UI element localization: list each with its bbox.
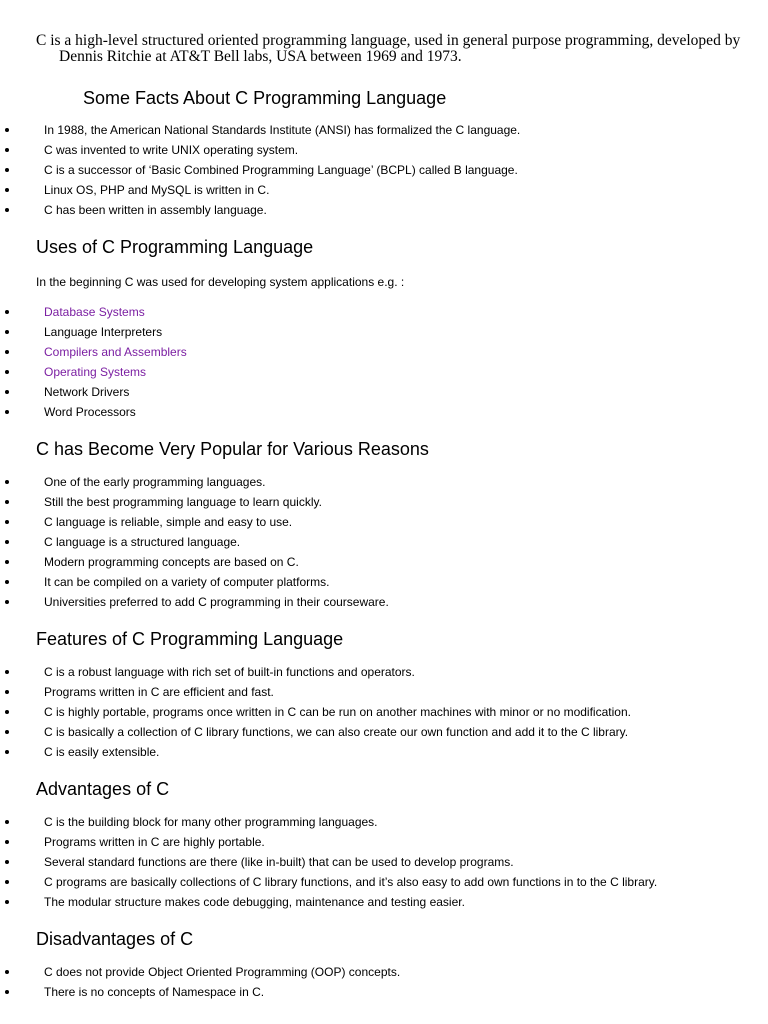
advantages-heading: Advantages of C [36,779,170,799]
bullet-icon [5,390,9,394]
facts-heading: Some Facts About C Programming Language [83,88,447,108]
features-list [0,662,631,762]
uses-heading: Uses of C Programming Language [36,237,314,257]
operating-systems-link[interactable]: Operating Systems [44,365,147,379]
list-item-text: One of the early programming languages. [44,475,266,489]
bullet-icon [5,500,9,504]
list-item [0,160,520,180]
list-item-text: C is a successor of ‘Basic Combined Programming Language’ (BCPL) called B language. [44,163,518,177]
bullet-icon [5,580,9,584]
bullet-icon [5,480,9,484]
bullet-icon [5,168,9,172]
list-item[interactable] [0,362,187,382]
bullet-icon [5,540,9,544]
list-item [0,702,631,722]
list-item [0,982,400,1002]
bullet-icon [5,410,9,414]
list-item [0,662,631,682]
list-item [0,872,657,892]
features-heading: Features of C Programming Language [36,629,344,649]
bullet-icon [5,208,9,212]
list-item-text: In 1988, the American National Standards Institute (ANSI) has formalized the C language. [44,123,521,137]
bullet-icon [5,730,9,734]
list-item[interactable] [0,342,187,362]
list-item [0,682,631,702]
advantages-list [0,812,657,912]
bullet-icon [5,840,9,844]
list-item [0,552,389,572]
list-item-text: Programs written in C are highly portable. [44,835,265,849]
list-item [0,512,389,532]
list-item [0,382,187,402]
list-item [0,180,520,200]
list-item [0,532,389,552]
list-item [0,852,657,872]
list-item-text: C language is a structured language. [44,535,241,549]
list-item-text: It can be compiled on a variety of computer platforms. [44,575,330,589]
list-item [0,962,400,982]
list-item-text: C is easily extensible. [44,745,160,759]
bullet-icon [5,710,9,714]
list-item-text: Language Interpreters [44,325,163,339]
list-item [0,742,631,762]
list-item-text: Modern programming concepts are based on C. [44,555,299,569]
list-item-text: Linux OS, PHP and MySQL is written in C. [44,183,270,197]
list-item-text: Programs written in C are efficient and fast. [44,685,274,699]
intro-paragraph: C is a high-level structured oriented programming language, used in general purpose programming, developed by Dennis Ritchie at AT&T Bell labs, USA between 1969 and 1973. [36,32,741,65]
list-item-text: There is no concepts of Namespace in C. [44,985,265,999]
uses-list [0,302,187,422]
list-item-text: Still the best programming language to learn quickly. [44,495,322,509]
bullet-icon [5,880,9,884]
list-item [0,140,520,160]
list-item [0,572,389,592]
list-item-text: C language is reliable, simple and easy to use. [44,515,293,529]
list-item[interactable] [0,302,187,322]
popular-heading: C has Become Very Popular for Various Reasons [36,439,429,459]
disadvantages-heading: Disadvantages of C [36,929,194,949]
disadvantages-list [0,962,400,1002]
bullet-icon [5,370,9,374]
list-item-text: C programs are basically collections of C library functions, and it’s also easy to add own functions in to the C library. [44,875,658,889]
list-item [0,402,187,422]
list-item-text: C is highly portable, programs once written in C can be run on another machines with minor or no modification. [44,705,631,719]
list-item [0,472,389,492]
bullet-icon [5,148,9,152]
bullet-icon [5,128,9,132]
list-item-text: The modular structure makes code debugging, maintenance and testing easier. [44,895,465,909]
bullet-icon [5,600,9,604]
bullet-icon [5,560,9,564]
database-systems-link[interactable]: Database Systems [44,305,145,319]
bullet-icon [5,970,9,974]
popular-list [0,472,389,612]
list-item [0,592,389,612]
list-item-text: Several standard functions are there (like in-built) that can be used to develop programs. [44,855,514,869]
list-item [0,892,657,912]
list-item-text: C is a robust language with rich set of built-in functions and operators. [44,665,415,679]
list-item [0,832,657,852]
list-item-text: Word Processors [44,405,136,419]
bullet-icon [5,520,9,524]
list-item-text: C was invented to write UNIX operating system. [44,143,299,157]
bullet-icon [5,900,9,904]
bullet-icon [5,350,9,354]
bullet-icon [5,990,9,994]
bullet-icon [5,820,9,824]
bullet-icon [5,670,9,674]
list-item [0,200,520,220]
facts-list [0,120,520,220]
compilers-and-assemblers-link[interactable]: Compilers and Assemblers [44,345,187,359]
list-item-text: Universities preferred to add C programming in their courseware. [44,595,389,609]
list-item-text: C is basically a collection of C library functions, we can also create our own function and add it to the C library. [44,725,629,739]
list-item [0,120,520,140]
list-item [0,812,657,832]
bullet-icon [5,860,9,864]
list-item-text: C has been written in assembly language. [44,203,267,217]
bullet-icon [5,310,9,314]
bullet-icon [5,750,9,754]
bullet-icon [5,188,9,192]
list-item [0,722,631,742]
list-item-text: C does not provide Object Oriented Programming (OOP) concepts. [44,965,401,979]
list-item-text: C is the building block for many other programming languages. [44,815,378,829]
bullet-icon [5,690,9,694]
list-item-text: Network Drivers [44,385,130,399]
bullet-icon [5,330,9,334]
uses-intro: In the beginning C was used for developing system applications e.g. : [36,275,405,289]
list-item [0,492,389,512]
list-item [0,322,187,342]
